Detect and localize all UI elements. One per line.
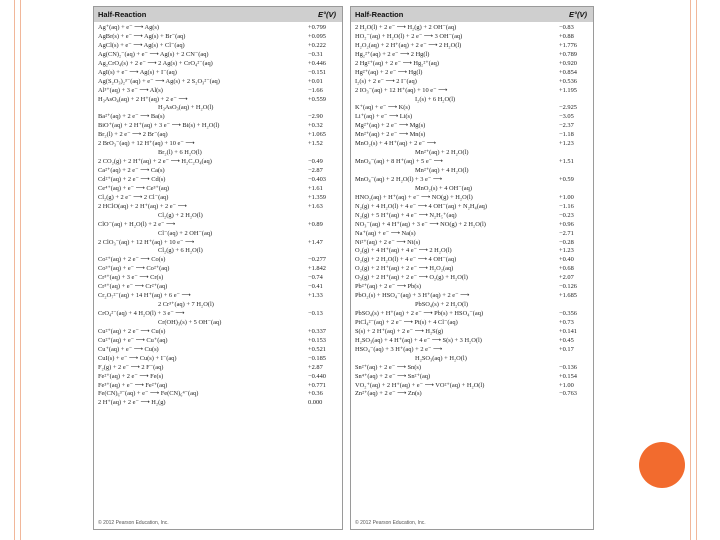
table-row [98,328,338,337]
table-row [355,60,589,69]
potential-cell: +0.32 [308,122,323,130]
table-row [98,364,338,373]
potential-cell: +1.359 [308,193,326,201]
table-row [98,221,338,230]
half-reaction-cell: Cd²⁺(aq) + 2 e⁻ ⟶ Cd(s) [98,175,166,183]
half-reaction-cell: Hg²⁺(aq) + 2 e⁻ ⟶ Hg(l) [355,68,423,76]
table-row [98,140,338,149]
half-reaction-cell: Ca²⁺(aq) + 2 e⁻ ⟶ Ca(s) [98,167,165,174]
table-row [98,355,338,364]
potential-cell: −0.763 [559,390,577,398]
half-reaction-cell: Zn²⁺(aq) + 2 e⁻ ⟶ Zn(s) [355,390,422,398]
half-reaction-cell: Fe³⁺(aq) + e⁻ ⟶ Fe²⁺(aq) [98,381,168,389]
table-row [355,247,589,256]
half-reaction-cell: Cu²⁺(aq) + e⁻ ⟶ Cu⁺(aq) [98,336,168,344]
table-row [98,319,338,328]
table-row [98,158,338,167]
half-reaction-cell: PbSO₄(s) + 2 H₂O(l) [415,301,468,309]
half-reaction-cell: VO₂⁺(aq) + 2 H⁺(aq) + e⁻ ⟶ VO²⁺(aq) + H₂O(l) [355,381,485,389]
table-row [355,158,589,167]
table-row [98,337,338,346]
potential-cell: −0.136 [559,363,577,371]
half-reaction-cell: Ag(CN)₂⁻(aq) + e⁻ ⟶ Ag(s) + 2 CN⁻(aq) [98,50,209,58]
half-reaction-cell: Cr₂O₇²⁻(aq) + 14 H⁺(aq) + 6 e⁻ ⟶ [98,292,191,300]
half-reaction-cell: N₂(g) + 4 H₂O(l) + 4 e⁻ ⟶ 4 OH⁻(aq) + N₂H₄(aq) [355,202,487,210]
half-reaction-cell: MnO₂(s) + 4 H⁺(aq) + 2 e⁻ ⟶ [355,140,436,148]
half-reaction-cell: Hg₂²⁺(aq) + 2 e⁻ ⟶ 2 Hg(l) [355,50,430,58]
table-row [98,87,338,96]
table-row [98,33,338,42]
half-reaction-cell: Al³⁺(aq) + 3 e⁻ ⟶ Al(s) [98,86,163,94]
table-row [355,33,589,42]
potential-cell: +0.536 [559,77,577,85]
potential-cell: −0.403 [308,175,326,183]
table-row [98,51,338,60]
reduction-potential-table-right [350,6,594,530]
half-reaction-cell: Ag⁺(aq) + e⁻ ⟶ Ag(s) [98,24,160,31]
frame-line-left-outer [14,0,15,540]
potential-cell: +1.195 [559,86,577,94]
potential-cell: +1.00 [559,193,574,201]
half-reaction-cell: ClO⁻(aq) + H₂O(l) + 2 e⁻ ⟶ [98,220,176,228]
half-reaction-cell: Cl⁻(aq) + 2 OH⁻(aq) [158,229,213,237]
table-header-left [94,7,342,22]
table-row [355,239,589,248]
potential-cell: +0.789 [559,50,577,58]
potential-cell: +0.095 [308,32,326,40]
half-reaction-cell: Co²⁺(aq) + 2 e⁻ ⟶ Co(s) [98,256,166,264]
table-row [355,212,589,221]
table-row [355,337,589,346]
decorative-orange-circle [639,442,685,488]
table-row [355,122,589,131]
half-reaction-cell: 2 ClO₃⁻(aq) + 12 H⁺(aq) + 10 e⁻ ⟶ [98,238,195,246]
potential-cell: +0.17 [559,345,574,353]
potential-cell: +0.559 [308,95,326,103]
table-row [98,247,338,256]
table-row [355,176,589,185]
half-reaction-cell: K⁺(aq) + e⁻ ⟶ K(s) [355,104,411,112]
half-reaction-cell: 2 Cr³⁺(aq) + 7 H₂O(l) [158,301,214,309]
potential-cell: −0.277 [308,256,326,264]
half-reaction-cell: F₂(g) + 2 e⁻ ⟶ 2 F⁻(aq) [98,363,164,371]
half-reaction-cell: 2 BrO₃⁻(aq) + 12 H⁺(aq) + 10 e⁻ ⟶ [98,140,195,148]
half-reaction-cell: Sn²⁺(aq) + 2 e⁻ ⟶ Sn(s) [355,363,421,371]
potential-cell: −2.90 [308,113,323,121]
table-row [98,310,338,319]
half-reaction-cell: Cr(OH)₃(s) + 5 OH⁻(aq) [158,318,222,326]
half-reaction-cell: 2 IO₃⁻(aq) + 12 H⁺(aq) + 10 e⁻ ⟶ [355,86,448,94]
header-half-reaction: Half-Reaction [98,10,147,19]
half-reaction-cell: Mn²⁺(aq) + 2 H₂O(l) [415,149,469,157]
half-reaction-cell: AgCl(s) + e⁻ ⟶ Ag(s) + Cl⁻(aq) [98,41,185,49]
half-reaction-cell: Li⁺(aq) + e⁻ ⟶ Li(s) [355,113,413,121]
potential-cell: +0.01 [308,77,323,85]
half-reaction-cell: Fe(CN)₆³⁻(aq) + e⁻ ⟶ Fe(CN)₆⁴⁻(aq) [98,390,199,398]
table-row [355,167,589,176]
potential-cell: +0.920 [559,59,577,67]
table-body-right [351,22,593,399]
half-reaction-cell: Fe²⁺(aq) + 2 e⁻ ⟶ Fe(s) [98,372,164,380]
table-row [355,104,589,113]
half-reaction-cell: Cu⁺(aq) + e⁻ ⟶ Cu(s) [98,345,159,353]
half-reaction-cell: CuI(s) + e⁻ ⟶ Cu(s) + I⁻(aq) [98,354,177,362]
half-reaction-cell: O₂(g) + 4 H⁺(aq) + 4 e⁻ ⟶ 2 H₂O(l) [355,247,452,255]
table-row [98,167,338,176]
table-body-left [94,22,342,408]
copyright-left: © 2012 Pearson Education, Inc. [98,520,169,526]
table-row [355,221,589,230]
potential-cell: +2.07 [559,274,574,282]
potential-cell: +0.771 [308,381,326,389]
table-row [355,292,589,301]
half-reaction-cell: 2 H⁺(aq) + 2 e⁻ ⟶ H₂(g) [98,399,166,407]
copyright-right: © 2012 Pearson Education, Inc. [355,520,426,526]
table-row [355,301,589,310]
table-row [98,78,338,87]
potential-cell: +1.00 [559,381,574,389]
table-row [355,131,589,140]
potential-cell: +0.854 [559,68,577,76]
half-reaction-cell: Cl₂(g) + 2 e⁻ ⟶ 2 Cl⁻(aq) [98,193,169,201]
potential-cell: +1.33 [308,292,323,300]
half-reaction-cell: HNO₂(aq) + H⁺(aq) + e⁻ ⟶ NO(g) + H₂O(l) [355,193,473,201]
half-reaction-cell: S(s) + 2 H⁺(aq) + 2 e⁻ ⟶ H₂S(g) [355,327,444,335]
potential-cell: +0.89 [308,220,323,228]
potential-cell: +2.87 [308,363,323,371]
table-row [98,24,338,33]
header-potential: E°(V) [318,10,336,19]
potential-cell: −1.66 [308,86,323,94]
half-reaction-cell: H₂O₂(aq) + 2 H⁺(aq) + 2 e⁻ ⟶ 2 H₂O(l) [355,41,462,49]
table-row [98,122,338,131]
half-reaction-cell: Mg²⁺(aq) + 2 e⁻ ⟶ Mg(s) [355,122,426,130]
half-reaction-cell: BiO⁺(aq) + 2 H⁺(aq) + 3 e⁻ ⟶ Bi(s) + H₂O(l) [98,122,220,130]
potential-cell: −0.126 [559,283,577,291]
table-row [355,140,589,149]
half-reaction-cell: N₂(g) + 5 H⁺(aq) + 4 e⁻ ⟶ N₂H₅⁺(aq) [355,211,457,219]
half-reaction-cell: Cl₂(g) + 6 H₂O(l) [158,247,203,255]
half-reaction-cell: Cu²⁺(aq) + 2 e⁻ ⟶ Cu(s) [98,327,166,335]
table-row [355,364,589,373]
potential-cell: +1.51 [559,158,574,166]
table-row [98,239,338,248]
table-row [98,212,338,221]
half-reaction-cell: Cl₂(g) + 2 H₂O(l) [158,211,203,219]
table-row [355,256,589,265]
potential-cell: +0.68 [559,265,574,273]
half-reaction-cell: O₂(g) + 2 H₂O(l) + 4 e⁻ ⟶ 4 OH⁻(aq) [355,256,457,264]
half-reaction-cell: H₃AsO₄(aq) + 2 H⁺(aq) + 2 e⁻ ⟶ [98,95,188,103]
half-reaction-cell: O₂(g) + 2 H⁺(aq) + 2 e⁻ ⟶ H₂O₂(aq) [355,265,454,273]
half-reaction-cell: Mn²⁺(aq) + 4 H₂O(l) [415,167,469,174]
potential-cell: −0.151 [308,68,326,76]
half-reaction-cell: Cr³⁺(aq) + 3 e⁻ ⟶ Cr(s) [98,274,164,282]
frame-line-left-inner [20,0,21,540]
half-reaction-cell: Ce⁴⁺(aq) + e⁻ ⟶ Ce³⁺(aq) [98,184,170,192]
half-reaction-cell: PbO₂(s) + HSO₄⁻(aq) + 3 H⁺(aq) + 2 e⁻ ⟶ [355,292,470,300]
potential-cell: +0.153 [308,336,326,344]
half-reaction-cell: HSO₄⁻(aq) + 3 H⁺(aq) + 2 e⁻ ⟶ [355,345,443,353]
table-row [355,373,589,382]
potential-cell: +0.337 [308,327,326,335]
table-row [355,194,589,203]
table-row [98,399,338,408]
potential-cell: +0.222 [308,41,326,49]
half-reaction-cell: HO₂⁻(aq) + H₂O(l) + 2 e⁻ ⟶ 3 OH⁻(aq) [355,32,463,40]
potential-cell: +0.88 [559,32,574,40]
potential-cell: −0.356 [559,310,577,317]
half-reaction-cell: Br₂(l) + 6 H₂O(l) [158,149,202,157]
table-row [98,194,338,203]
table-row [355,382,589,391]
half-reaction-cell: Br₂(l) + 2 e⁻ ⟶ 2 Br⁻(aq) [98,131,168,139]
potential-cell: +0.73 [559,318,574,326]
potential-cell: +1.61 [308,184,323,192]
potential-cell: +1.47 [308,238,323,246]
table-row [355,96,589,105]
half-reaction-cell: AgBr(s) + e⁻ ⟶ Ag(s) + Br⁻(aq) [98,32,186,40]
table-row [98,60,338,69]
half-reaction-cell: MnO₂(s) + 4 OH⁻(aq) [415,184,472,192]
table-row [98,42,338,51]
frame-line-right-outer [696,0,697,540]
table-row [98,131,338,140]
table-row [355,113,589,122]
table-row [355,42,589,51]
header-potential: E°(V) [569,10,587,19]
potential-cell: −0.49 [308,158,323,166]
table-row [98,176,338,185]
table-row [98,104,338,113]
half-reaction-cell: Ag(S₂O₃)₂³⁻(aq) + e⁻ ⟶ Ag(s) + 2 S₂O₃²⁻(aq) [98,77,220,85]
table-row [355,24,589,33]
table-row [98,346,338,355]
table-row [355,310,589,319]
potential-cell: +0.154 [559,372,577,380]
potential-cell: −2.925 [559,104,577,112]
potential-cell: −0.74 [308,274,323,282]
table-row [98,274,338,283]
potential-cell: +0.141 [559,327,577,335]
table-row [355,69,589,78]
half-reaction-cell: Sn⁴⁺(aq) + 2 e⁻ ⟶ Sn²⁺(aq) [355,372,431,380]
half-reaction-cell: 2 Hg²⁺(aq) + 2 e⁻ ⟶ Hg₂²⁺(aq) [355,59,439,67]
table-row [355,230,589,239]
potential-cell: −2.71 [559,229,574,237]
half-reaction-cell: AgI(s) + e⁻ ⟶ Ag(s) + I⁻(aq) [98,68,177,76]
half-reaction-cell: CrO₄²⁻(aq) + 4 H₂O(l) + 3 e⁻ ⟶ [98,310,185,317]
frame-line-right-inner [690,0,691,540]
potential-cell: +0.45 [559,336,574,344]
potential-cell: +1.23 [559,140,574,148]
potential-cell: −2.87 [308,167,323,174]
potential-cell: −0.41 [308,283,323,291]
half-reaction-cell: 2 HClO(aq) + 2 H⁺(aq) + 2 e⁻ ⟶ [98,202,187,210]
potential-cell: −1.18 [559,131,574,139]
table-row [98,69,338,78]
table-row [355,274,589,283]
half-reaction-cell: PtCl₄²⁻(aq) + 2 e⁻ ⟶ Pt(s) + 4 Cl⁻(aq) [355,318,458,326]
half-reaction-cell: 2 H₂O(l) + 2 e⁻ ⟶ H₂(g) + 2 OH⁻(aq) [355,24,457,31]
table-row [355,87,589,96]
table-row [355,265,589,274]
table-row [98,185,338,194]
potential-cell: +0.96 [559,220,574,228]
half-reaction-cell: 2 CO₂(g) + 2 H⁺(aq) + 2 e⁻ ⟶ H₂C₂O₄(aq) [98,158,212,166]
potential-cell: −0.23 [559,211,574,219]
table-row [98,292,338,301]
potential-cell: +1.776 [559,41,577,49]
half-reaction-cell: I₂(s) + 6 H₂O(l) [415,95,456,103]
potential-cell: +1.23 [559,247,574,255]
table-row [98,113,338,122]
table-row [98,256,338,265]
half-reaction-cell: Ag₂CrO₄(s) + 2 e⁻ ⟶ 2 Ag(s) + CrO₄²⁻(aq) [98,59,213,67]
table-header-right [351,7,593,22]
table-row [98,301,338,310]
table-row [98,265,338,274]
potential-cell: +1.685 [559,292,577,300]
half-reaction-cell: H₃AsO₃(aq) + H₂O(l) [158,104,214,112]
table-row [355,283,589,292]
half-reaction-cell: PbSO₄(s) + H⁺(aq) + 2 e⁻ ⟶ Pb(s) + HSO₄⁻(aq) [355,310,484,317]
potential-cell: +0.521 [308,345,326,353]
table-row [355,149,589,158]
potential-cell: +0.40 [559,256,574,264]
table-row [355,319,589,328]
table-row [98,203,338,212]
half-reaction-cell: I₂(s) + 2 e⁻ ⟶ 2 I⁻(aq) [355,77,417,85]
table-row [355,346,589,355]
table-row [98,390,338,399]
half-reaction-cell: Cr³⁺(aq) + e⁻ ⟶ Cr²⁺(aq) [98,283,168,291]
potential-cell: −0.31 [308,50,323,58]
table-row [98,283,338,292]
half-reaction-cell: Ba²⁺(aq) + 2 e⁻ ⟶ Ba(s) [98,113,165,121]
half-reaction-cell: Mn²⁺(aq) + 2 e⁻ ⟶ Mn(s) [355,131,426,139]
table-row [355,328,589,337]
potential-cell: −1.16 [559,202,574,210]
potential-cell: −0.83 [559,24,574,31]
half-reaction-cell: Ni²⁺(aq) + 2 e⁻ ⟶ Ni(s) [355,238,421,246]
half-reaction-cell: Na⁺(aq) + e⁻ ⟶ Na(s) [355,229,416,237]
half-reaction-cell: MnO₄⁻(aq) + 8 H⁺(aq) + 5 e⁻ ⟶ [355,158,443,166]
potential-cell: −0.13 [308,310,323,317]
potential-cell: −0.28 [559,238,574,246]
potential-cell: −0.440 [308,372,326,380]
table-row [355,185,589,194]
reduction-potential-table-left [93,6,343,530]
table-row [98,382,338,391]
potential-cell: −0.185 [308,354,326,362]
potential-cell: +0.36 [308,390,323,398]
potential-cell: 0.000 [308,399,323,407]
table-row [355,51,589,60]
half-reaction-cell: NO₃⁻(aq) + 4 H⁺(aq) + 3 e⁻ ⟶ NO(g) + 2 H₂O(l) [355,220,486,228]
potential-cell: +0.59 [559,175,574,183]
potential-cell: +0.799 [308,24,326,31]
half-reaction-cell: MnO₄⁻(aq) + 2 H₂O(l) + 3 e⁻ ⟶ [355,175,443,183]
potential-cell: +1.52 [308,140,323,148]
table-row [355,203,589,212]
table-row [98,373,338,382]
potential-cell: +1.842 [308,265,326,273]
potential-cell: +1.63 [308,202,323,210]
half-reaction-cell: Pb²⁺(aq) + 2 e⁻ ⟶ Pb(s) [355,283,421,291]
potential-cell: −2.37 [559,122,574,130]
table-row [355,390,589,399]
table-row [98,149,338,158]
half-reaction-cell: O₃(g) + 2 H⁺(aq) + 2 e⁻ ⟶ O₂(g) + H₂O(l) [355,274,468,282]
half-reaction-cell: H₂SO₃(aq) + 4 H⁺(aq) + 4 e⁻ ⟶ S(s) + 3 H₂O(l) [355,336,482,344]
table-row [98,230,338,239]
header-half-reaction: Half-Reaction [355,10,404,19]
potential-cell: +1.065 [308,131,326,139]
table-row [355,355,589,364]
table-row [355,78,589,87]
half-reaction-cell: Co³⁺(aq) + e⁻ ⟶ Co²⁺(aq) [98,265,170,273]
potential-cell: +0.446 [308,59,326,67]
half-reaction-cell: H₂SO₃(aq) + H₂O(l) [415,354,467,362]
potential-cell: −3.05 [559,113,574,121]
table-row [98,96,338,105]
